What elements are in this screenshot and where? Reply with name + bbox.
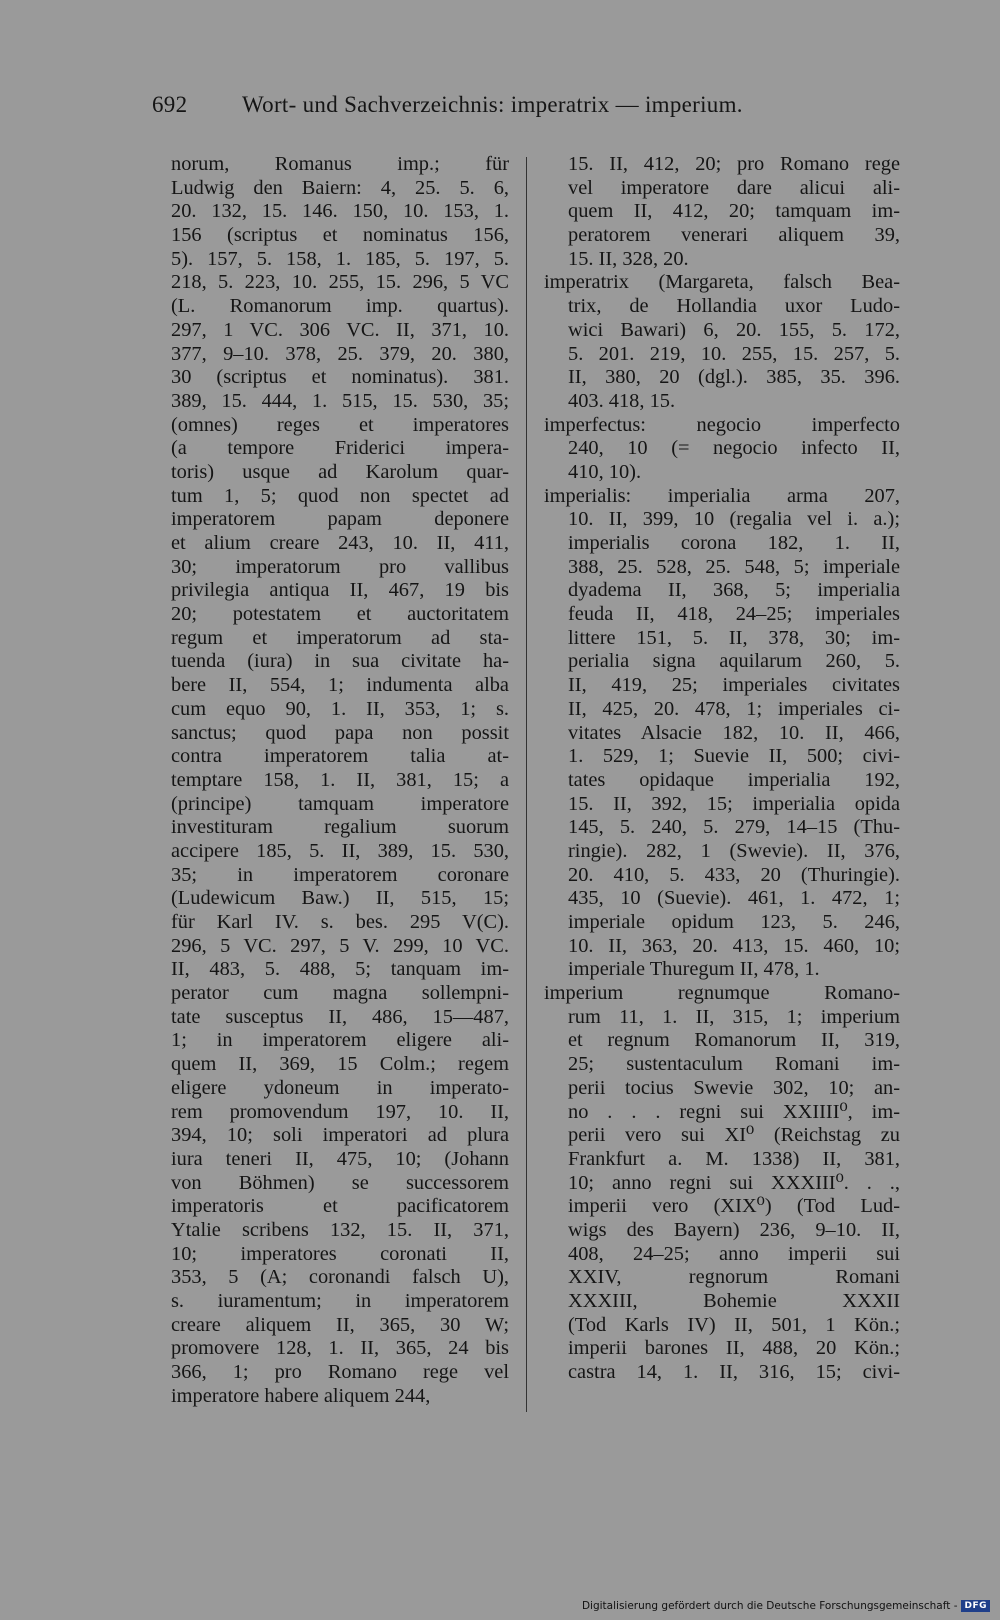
- text-line: 25; sustentaculum Romani im-: [568, 1053, 900, 1076]
- text-line: XXXIII, Bohemie XXXII: [568, 1290, 900, 1312]
- text-line: 5). 157, 5. 158, 1. 185, 5. 197, 5.: [171, 247, 509, 270]
- page-number: 692: [152, 92, 188, 117]
- text-line: 20. 410, 5. 433, 20 (Thuringie).: [568, 863, 900, 886]
- text-line: 377, 9–10. 378, 25. 379, 20. 380,: [171, 342, 509, 365]
- text-line: imperatoris et pacificatorem: [171, 1195, 509, 1218]
- text-line: privilegia antiqua II, 467, 19 bis: [171, 579, 509, 602]
- text-line: dyadema II, 368, 5; imperialia: [568, 579, 900, 602]
- text-line: ringie). 282, 1 (Swevie). II, 376,: [568, 839, 900, 862]
- footer-text: Digitalisierung gefördert durch die Deutsche Forschungsgemeinschaft -: [581, 1600, 958, 1612]
- entry-headword-line: imperfectus: negocio imperfecto: [544, 413, 900, 436]
- text-line: für Karl IV. s. bes. 295 V(C).: [171, 911, 509, 933]
- text-line: Frankfurt a. M. 1338) II, 381,: [568, 1147, 900, 1170]
- text-line: tates opidaque imperialia 192,: [568, 768, 900, 791]
- text-line: eligere ydoneum in imperato-: [171, 1076, 509, 1099]
- text-line: 20. 132, 15. 146. 150, 10. 153, 1.: [171, 200, 509, 223]
- text-line: 10. II, 399, 10 (regalia vel i. a.);: [568, 508, 900, 531]
- text-line: 156 (scriptus et nominatus 156,: [171, 224, 509, 247]
- text-line: imperiale Thuregum II, 478, 1.: [568, 958, 820, 981]
- text-line: sanctus; quod papa non possit: [171, 721, 509, 744]
- text-line: iura teneri II, 475, 10; (Johann: [171, 1147, 509, 1170]
- text-line: 15. II, 392, 15; imperialia opida: [568, 792, 900, 815]
- text-line: (Tod Karls IV) II, 501, 1 Kön.;: [568, 1313, 900, 1336]
- text-line: 435, 10 (Suevie). 461, 1. 472, 1;: [568, 887, 900, 910]
- text-line: 403. 418, 15.: [568, 389, 676, 412]
- text-line: tate susceptus II, 486, 15—487,: [171, 1005, 509, 1028]
- text-line: imperialis corona 182, 1. II,: [568, 532, 900, 554]
- running-title: Wort- und Sachverzeichnis: imperatrix — imperium.: [242, 92, 743, 117]
- text-line: et regnum Romanorum II, 319,: [568, 1029, 900, 1052]
- text-line: imperatore habere aliquem 244,: [171, 1384, 431, 1407]
- text-line: 30; imperatorum pro vallibus: [171, 555, 509, 578]
- text-line: norum, Romanus imp.; für: [171, 153, 509, 175]
- text-line: quem II, 369, 15 Colm.; regem: [171, 1053, 509, 1076]
- text-line: (Ludewicum Baw.) II, 515, 15;: [171, 887, 509, 910]
- text-line: trix, de Hollandia uxor Ludo-: [568, 295, 900, 318]
- text-line: 30 (scriptus et nominatus). 381.: [171, 366, 509, 389]
- text-line: 410, 10).: [568, 460, 642, 483]
- text-line: et alium creare 243, 10. II, 411,: [171, 532, 509, 554]
- text-line: (L. Romanorum imp. quartus).: [171, 295, 509, 318]
- text-line: 10; imperatores coronati II,: [171, 1242, 509, 1265]
- text-line: rum 11, 1. II, 315, 1; imperium: [568, 1005, 900, 1028]
- text-line: 15. II, 412, 20; pro Romano rege: [568, 153, 900, 175]
- text-line: 5. 201. 219, 10. 255, 15. 257, 5.: [568, 342, 900, 365]
- entry-headword-line: imperialis: imperialia arma 207,: [544, 484, 900, 507]
- text-line: perii vero sui XI⁰ (Reichstag zu: [568, 1124, 900, 1147]
- text-line: 240, 10 (= negocio infecto II,: [568, 437, 900, 460]
- text-line: 389, 15. 444, 1. 515, 15. 530, 35;: [171, 389, 509, 412]
- text-line: 15. II, 328, 20.: [568, 247, 689, 270]
- text-line: II, 483, 5. 488, 5; tanquam im-: [171, 958, 509, 981]
- left-column: [171, 153, 509, 1408]
- text-line: 20; potestatem et auctoritatem: [171, 603, 509, 626]
- text-line: peratorem venerari aliquem 39,: [568, 224, 900, 247]
- text-line: 1; in imperatorem eligere ali-: [171, 1029, 509, 1052]
- text-line: imperatorem papam deponere: [171, 508, 509, 531]
- text-line: tum 1, 5; quod non spectet ad: [171, 484, 509, 507]
- text-line: (omnes) reges et imperatores: [171, 413, 509, 436]
- text-line: perialia signa aquilarum 260, 5.: [568, 650, 900, 673]
- text-line: von Böhmen) se successorem: [171, 1171, 509, 1194]
- text-line: temptare 158, 1. II, 381, 15; a: [171, 768, 509, 791]
- text-line: imperii barones II, 488, 20 Kön.;: [568, 1337, 900, 1360]
- text-line: 296, 5 VC. 297, 5 V. 299, 10 VC.: [171, 934, 509, 957]
- text-line: bere II, 554, 1; indumenta alba: [171, 674, 509, 697]
- text-line: imperii vero (XIX⁰) (Tod Lud-: [568, 1195, 900, 1218]
- text-line: accipere 185, 5. II, 389, 15. 530,: [171, 839, 509, 862]
- text-line: littere 151, 5. II, 378, 30; im-: [568, 626, 900, 649]
- text-line: vitates Alsacie 182, 10. II, 466,: [568, 721, 900, 744]
- column-divider: [526, 157, 527, 1412]
- text-line: 394, 10; soli imperatori ad plura: [171, 1124, 509, 1147]
- text-line: 388, 25. 528, 25. 548, 5; imperiale: [568, 555, 900, 578]
- text-line: 366, 1; pro Romano rege vel: [171, 1361, 509, 1384]
- text-line: (a tempore Friderici impera-: [171, 437, 509, 460]
- text-line: 297, 1 VC. 306 VC. II, 371, 10.: [171, 318, 509, 341]
- text-line: 10. II, 363, 20. 413, 15. 460, 10;: [568, 934, 900, 957]
- text-line: Ludwig den Baiern: 4, 25. 5. 6,: [171, 176, 509, 199]
- text-line: toris) usque ad Karolum quar-: [171, 460, 509, 483]
- text-line: XXIV, regnorum Romani: [568, 1266, 900, 1289]
- text-line: II, 419, 25; imperiales civitates: [568, 674, 900, 697]
- text-line: vel imperatore dare alicui ali-: [568, 176, 900, 199]
- entry-headword-line: imperium regnumque Romano-: [544, 982, 900, 1005]
- text-line: (principe) tamquam imperatore: [171, 792, 509, 815]
- text-line: perator cum magna sollempni-: [171, 982, 509, 1005]
- text-line: perii tocius Swevie 302, 10; an-: [568, 1076, 900, 1099]
- footer-credit: [582, 1598, 990, 1614]
- text-line: 145, 5. 240, 5. 279, 14–15 (Thu-: [568, 816, 900, 839]
- text-line: 35; in imperatorem coronare: [171, 863, 509, 886]
- text-line: imperiale opidum 123, 5. 246,: [568, 911, 900, 933]
- text-line: 353, 5 (A; coronandi falsch U),: [171, 1266, 509, 1289]
- text-line: 10; anno regni sui XXXIII⁰. . .,: [568, 1171, 900, 1194]
- text-line: creare aliquem II, 365, 30 W;: [171, 1313, 509, 1336]
- text-line: wici Bawari) 6, 20. 155, 5. 172,: [568, 318, 900, 341]
- text-line: wigs des Bayern) 236, 9–10. II,: [568, 1218, 900, 1241]
- text-line: contra imperatorem talia at-: [171, 745, 509, 768]
- page-header: [152, 92, 852, 122]
- text-line: investituram regalium suorum: [171, 816, 509, 839]
- text-line: regum et imperatorum ad sta-: [171, 626, 509, 649]
- text-line: II, 425, 20. 478, 1; imperiales ci-: [568, 697, 900, 720]
- text-line: Ytalie scribens 132, 15. II, 371,: [171, 1218, 509, 1241]
- text-line: s. iuramentum; in imperatorem: [171, 1290, 509, 1312]
- dfg-logo: DFG: [961, 1600, 990, 1612]
- text-line: 1. 529, 1; Suevie II, 500; civi-: [568, 745, 900, 768]
- text-line: 218, 5. 223, 10. 255, 15. 296, 5 VC: [171, 271, 509, 294]
- text-line: 408, 24–25; anno imperii sui: [568, 1242, 900, 1265]
- text-line: cum equo 90, 1. II, 353, 1; s.: [171, 697, 509, 720]
- text-line: quem II, 412, 20; tamquam im-: [568, 200, 900, 223]
- text-line: promovere 128, 1. II, 365, 24 bis: [171, 1337, 509, 1360]
- text-line: castra 14, 1. II, 316, 15; civi-: [568, 1361, 900, 1384]
- text-line: II, 380, 20 (dgl.). 385, 35. 396.: [568, 366, 900, 389]
- text-line: rem promovendum 197, 10. II,: [171, 1100, 509, 1123]
- right-column: [544, 153, 900, 1385]
- text-line: no . . . regni sui XXIIII⁰, im-: [568, 1100, 900, 1123]
- entry-headword-line: imperatrix (Margareta, falsch Bea-: [544, 271, 900, 294]
- text-line: tuenda (iura) in sua civitate ha-: [171, 650, 509, 673]
- text-line: feuda II, 418, 24–25; imperiales: [568, 603, 900, 626]
